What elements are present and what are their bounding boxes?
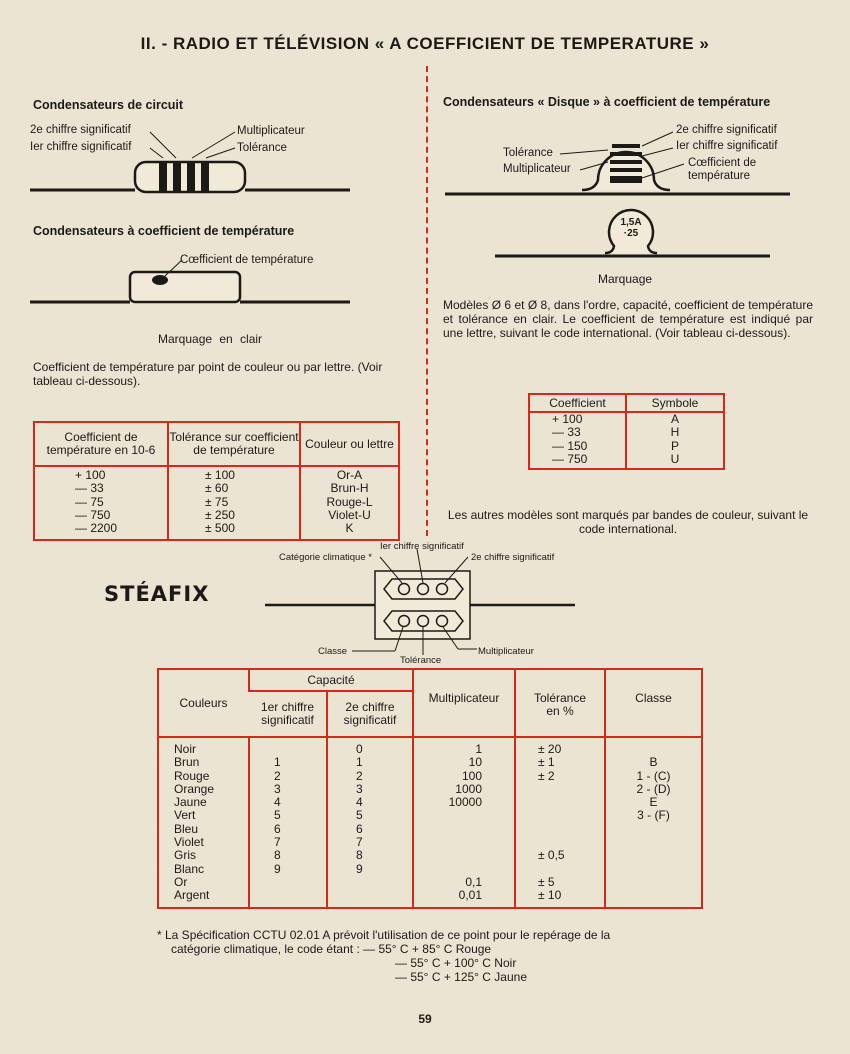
color-names [174,743,248,903]
right-note: Modèles Ø 6 et Ø 8, dans l'ordre, capacité, coefficient de température et tolérance en clair. Le coefficient de température est indiqué par une lettre, suivant le code international. (Voir tableau ci-dessous). [443,298,813,340]
left-note: Coefficient de température par point de couleur ou par lettre. (Voir tableau ci-dessous). [33,360,383,388]
column-divider [426,66,428,536]
tolerance-pct-values [538,743,604,903]
disc-marking-line1: 1,5A [620,217,642,228]
th-multiplier: Multiplicateur [413,669,515,737]
list-item: 0 [356,742,363,756]
list-item: 5 [274,808,281,823]
list-item: 1000 [455,781,482,796]
list-item: Jaune [174,795,207,810]
th-symbol: Symbole [626,394,724,412]
list-item: 6 [274,821,281,836]
list-item: Orange [174,781,215,796]
list-item: Gris [174,848,196,863]
list-item: ± 75 [205,494,229,509]
list-item: 2 [356,768,363,783]
list-item: — 2200 [75,521,118,536]
steafix-color-table [157,668,703,909]
multiplier-values [414,743,482,903]
list-item: 7 [274,835,281,850]
disc-label-coef: Cœfficient de température [688,157,757,182]
disc-marking [611,217,651,239]
page-title: II. - RADIO ET TÉLÉVISION « A COEFFICIENT DE TEMPERATURE » [140,34,710,53]
list-item: K [345,521,354,536]
list-item [414,809,482,822]
steafix-label-class: Classe [318,646,348,657]
list-item: ± 20 [538,742,562,756]
list-item: Brun [174,755,200,770]
list-item: 4 [356,795,363,810]
list-item [274,889,326,902]
list-item: H [670,425,680,440]
label-multiplier: Multiplicateur [237,125,305,137]
list-item: Blanc [174,861,205,876]
list-item: Rouge-L [326,494,373,509]
steafix-label-digit1: Ier chiffre significatif [380,541,464,552]
list-item: + 100 [75,468,106,482]
list-item [606,876,701,889]
list-item [274,743,326,756]
list-item [414,836,482,849]
disc-label-multiplier: Multiplicateur [503,163,571,175]
list-item: ± 0,5 [538,848,565,863]
temp-coef-table [33,421,400,541]
th-tolerance: Tolérance sur coefficient de température [168,422,300,466]
footnote-line3: — 55° C + 100° C Noir [395,956,517,970]
list-item: 1 [475,742,482,756]
list-item: — 75 [75,494,104,509]
list-item [274,876,326,889]
label-digit1: Ier chiffre significatif [30,141,132,153]
steafix-label-climatic: Catégorie climatique * [279,552,372,563]
list-item [538,823,604,836]
list-item: ± 1 [538,755,555,770]
digit2-values [356,743,412,903]
list-item: ± 500 [205,521,235,536]
list-item: 10000 [448,795,482,810]
steafix-logo: STÉAFIX [104,582,210,606]
list-item: 4 [274,795,281,810]
disc-label-digit2: 2e chiffre significatif [676,124,777,136]
list-item: E [649,795,658,810]
coef-values [75,469,167,535]
list-item [538,809,604,822]
list-item: — 33 [552,425,581,440]
list-item: Argent [174,888,210,903]
list-item: 7 [356,835,363,850]
list-item: 2 [274,768,281,783]
th-capacity: Capacité [249,669,413,691]
caption-clear-marking: Marquage en clair [158,332,263,346]
list-item: 3 - (F) [637,808,670,823]
th-coef: Coefficient [529,394,626,412]
th-digit1: 1er chiffre significatif [249,691,327,737]
footnote-line1: * La Spécification CCTU 02.01 A prévoit l'utilisation de ce point pour le repérage de la [157,928,611,942]
list-item [606,836,701,849]
list-item [538,863,604,876]
list-item: — 33 [75,481,104,496]
list-item [538,796,604,809]
list-item [538,836,604,849]
list-item: — 750 [552,451,588,466]
list-item [356,876,412,889]
list-item: 1 [274,755,281,770]
list-item: Noir [174,742,197,756]
list-item: 8 [274,848,281,863]
th-color-letter: Couleur ou lettre [300,422,399,466]
list-item: ± 100 [205,468,235,482]
list-item: P [670,438,679,453]
list-item [606,743,701,756]
list-item: — 150 [552,438,588,453]
tolerance-values [205,469,299,535]
label-coef: Cœfficient de température [180,254,314,266]
list-item: 10 [468,755,482,770]
list-item [414,823,482,836]
steafix-label-multiplier: Multiplicateur [478,646,534,657]
symbol-values [627,413,723,466]
digit1-values [274,743,326,903]
list-item [606,863,701,876]
steafix-label-tolerance: Tolérance [400,655,442,666]
symbol-coef-values [552,413,625,466]
list-item: Rouge [174,768,210,783]
list-item: 1 [356,755,363,770]
footnote-line2: catégorie climatique, le code étant : — 55° C + 85° C Rouge [171,942,492,956]
list-item: 6 [356,821,363,836]
list-item: — 750 [75,507,111,522]
color-letter-values [301,469,398,535]
disc-label-tolerance: Tolérance [503,147,553,159]
list-item: 0,1 [465,874,482,889]
list-item: Or [174,874,188,889]
th-colors: Couleurs [158,669,249,737]
list-item: 1 - (C) [636,768,671,783]
list-item: U [670,451,680,466]
disc-heading: Condensateurs « Disque » à coefficient de température [443,95,771,109]
label-digit2: 2e chiffre significatif [30,124,131,136]
list-item: ± 60 [205,481,229,496]
list-item: Brun-H [330,481,369,496]
list-item [606,823,701,836]
list-item: ± 250 [205,507,235,522]
th-tolerance: Tolérance en % [515,669,605,737]
page-number: 59 [418,1012,432,1026]
list-item: 8 [356,848,363,863]
list-item: ± 10 [538,888,562,903]
list-item [414,863,482,876]
list-item: Violet-U [328,507,371,522]
list-item: 3 [274,781,281,796]
circuit-heading: Condensateurs de circuit [33,98,184,112]
disc-caption: Marquage [598,272,653,286]
list-item: Vert [174,808,196,823]
class-values [606,743,701,903]
list-item: A [670,412,679,426]
tempcoef-heading: Condensateurs à coefficient de température [33,224,295,238]
list-item: 2 - (D) [636,781,671,796]
disc-marking-line2: ·25 [623,228,639,239]
symbol-table [528,393,725,470]
steafix-label-digit2: 2e chiffre significatif [471,552,555,563]
list-item: ± 5 [538,874,555,889]
list-item [356,889,412,902]
list-item: + 100 [552,412,583,426]
list-item: 0,01 [458,888,482,903]
th-digit2: 2e chiffre significatif [327,691,413,737]
list-item: 5 [356,808,363,823]
footnote-line4: — 55° C + 125° C Jaune [395,970,528,984]
list-item [606,849,701,862]
list-item: B [649,755,658,770]
list-item: Bleu [174,821,199,836]
disc-label-digit1: Ier chiffre significatif [676,140,778,152]
list-item: 9 [274,861,281,876]
list-item [538,783,604,796]
list-item: ± 2 [538,768,555,783]
list-item [414,849,482,862]
th-class: Classe [605,669,702,737]
th-coefficient: Coefficient de température en 10-6 [34,422,168,466]
list-item [606,889,701,902]
list-item: Or-A [336,468,363,482]
list-item: 3 [356,781,363,796]
right-note2: Les autres modèles sont marqués par bandes de couleur, suivant le code international. [447,508,809,536]
list-item: 100 [461,768,482,783]
list-item: Violet [174,835,204,850]
list-item: 9 [356,861,363,876]
label-tolerance: Tolérance [237,142,287,154]
